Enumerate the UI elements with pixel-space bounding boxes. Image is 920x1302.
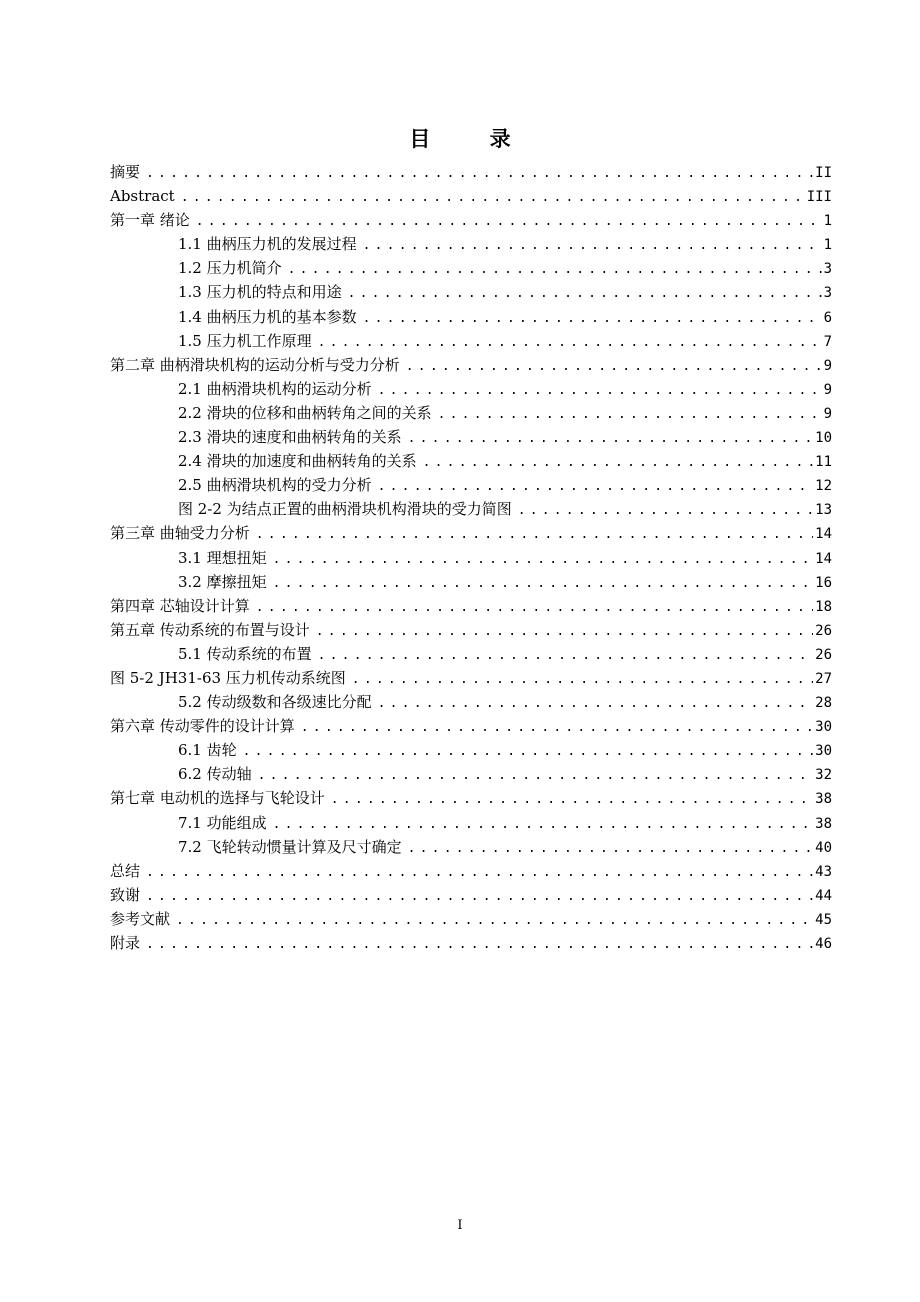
toc-entry[interactable] bbox=[110, 497, 832, 521]
toc-entry-page: 32 bbox=[815, 767, 832, 784]
toc-entry-page: 30 bbox=[815, 743, 832, 760]
toc-entry-label: 1.3 压力机的特点和用途 bbox=[178, 283, 342, 302]
toc-entry-label: 1.4 曲柄压力机的基本参数 bbox=[178, 307, 357, 326]
toc-entry-label: 1.1 曲柄压力机的发展过程 bbox=[178, 235, 357, 254]
dot-leader bbox=[258, 764, 814, 788]
toc-entry[interactable] bbox=[110, 377, 832, 401]
toc-entry-page: 44 bbox=[815, 887, 832, 904]
dot-leader bbox=[273, 813, 814, 837]
dot-leader bbox=[243, 740, 814, 764]
toc-entry[interactable] bbox=[110, 160, 832, 184]
dot-leader bbox=[146, 162, 813, 186]
toc-entry-label: 5.2 传动级数和各级速比分配 bbox=[178, 693, 372, 712]
toc-entry-page: 9 bbox=[823, 381, 832, 398]
toc-entry-label: 参考文献 bbox=[110, 909, 171, 928]
toc-entry[interactable] bbox=[110, 883, 832, 907]
dot-leader bbox=[318, 331, 822, 355]
toc-entry-page: 7 bbox=[823, 333, 832, 350]
toc-entry[interactable] bbox=[110, 811, 832, 835]
dot-leader bbox=[438, 403, 822, 427]
toc-entry-page: II bbox=[815, 165, 832, 181]
toc-entry-label: 总结 bbox=[110, 861, 141, 880]
dot-leader bbox=[146, 933, 813, 957]
toc-entry-label: 第四章 芯轴设计计算 bbox=[110, 596, 250, 615]
toc-entry-label: 附录 bbox=[110, 934, 141, 952]
dot-leader bbox=[331, 788, 813, 812]
dot-leader bbox=[176, 909, 813, 933]
toc-entry-page: 26 bbox=[815, 622, 832, 639]
dot-leader bbox=[378, 379, 822, 403]
dot-leader bbox=[146, 885, 813, 909]
page-number: I bbox=[457, 1218, 463, 1233]
toc-entry[interactable] bbox=[110, 280, 832, 304]
toc-entry-label: 1.5 压力机工作原理 bbox=[178, 331, 312, 350]
toc-entry[interactable] bbox=[110, 642, 832, 666]
toc-entry-label: 摘要 bbox=[110, 163, 141, 181]
dot-leader bbox=[318, 644, 814, 668]
toc-entry-label: 2.1 曲柄滑块机构的运动分析 bbox=[178, 379, 372, 398]
toc-entry[interactable] bbox=[110, 425, 832, 449]
toc-entry[interactable] bbox=[110, 931, 832, 955]
toc-entry[interactable] bbox=[110, 714, 832, 738]
toc-entry[interactable] bbox=[110, 305, 832, 329]
table-of-contents bbox=[110, 160, 832, 955]
toc-entry-label: 6.1 齿轮 bbox=[178, 741, 237, 760]
toc-entry-label: 2.3 滑块的速度和曲柄转角的关系 bbox=[178, 428, 402, 447]
toc-entry[interactable] bbox=[110, 232, 832, 256]
toc-entry-page: 46 bbox=[815, 936, 832, 952]
toc-entry-page: 1 bbox=[823, 237, 832, 254]
dot-leader bbox=[518, 499, 813, 523]
toc-entry-label: 第三章 曲轴受力分析 bbox=[110, 524, 250, 543]
toc-entry-page: III bbox=[806, 189, 832, 206]
dot-leader bbox=[146, 861, 813, 885]
dot-leader bbox=[352, 668, 813, 692]
dot-leader bbox=[363, 234, 822, 258]
toc-entry[interactable] bbox=[110, 184, 832, 208]
toc-entry-label: 2.5 曲柄滑块机构的受力分析 bbox=[178, 476, 372, 495]
toc-entry-label: 第七章 电动机的选择与飞轮设计 bbox=[110, 789, 325, 808]
toc-entry[interactable] bbox=[110, 859, 832, 883]
toc-entry-page: 30 bbox=[815, 719, 832, 736]
toc-entry-page: 1 bbox=[823, 213, 832, 230]
toc-entry-page: 10 bbox=[815, 430, 832, 447]
toc-entry[interactable] bbox=[110, 329, 832, 353]
toc-entry-label: 第二章 曲柄滑块机构的运动分析与受力分析 bbox=[110, 355, 400, 374]
toc-entry-label: 2.2 滑块的位移和曲柄转角之间的关系 bbox=[178, 403, 432, 422]
toc-entry-page: 45 bbox=[815, 911, 832, 928]
toc-entry[interactable] bbox=[110, 666, 832, 690]
toc-entry[interactable] bbox=[110, 256, 832, 280]
toc-entry-page: 38 bbox=[815, 791, 832, 808]
toc-entry[interactable] bbox=[110, 449, 832, 473]
toc-entry-page: 9 bbox=[823, 405, 832, 422]
toc-entry[interactable] bbox=[110, 521, 832, 545]
toc-entry[interactable] bbox=[110, 401, 832, 425]
toc-entry[interactable] bbox=[110, 618, 832, 642]
toc-entry-page: 14 bbox=[815, 550, 832, 567]
dot-leader bbox=[348, 282, 822, 306]
dot-leader bbox=[256, 523, 813, 547]
toc-entry-label: 图 5-2 JH31-63 压力机传动系统图 bbox=[110, 668, 346, 687]
toc-entry-page: 9 bbox=[823, 357, 832, 374]
dot-leader bbox=[378, 475, 814, 499]
toc-entry[interactable] bbox=[110, 690, 832, 714]
toc-entry-label: 3.1 理想扭矩 bbox=[178, 548, 267, 567]
toc-entry-label: 7.1 功能组成 bbox=[178, 813, 267, 832]
toc-entry-label: 6.2 传动轴 bbox=[178, 765, 252, 784]
toc-entry[interactable] bbox=[110, 473, 832, 497]
toc-entry[interactable] bbox=[110, 907, 832, 931]
toc-entry-page: 18 bbox=[815, 598, 832, 615]
toc-entry-page: 11 bbox=[815, 454, 832, 471]
dot-leader bbox=[378, 692, 814, 716]
toc-entry-page: 40 bbox=[815, 839, 832, 856]
toc-entry-page: 38 bbox=[815, 815, 832, 832]
toc-entry-page: 27 bbox=[815, 670, 832, 687]
toc-entry-label: 7.2 飞轮转动惯量计算及尺寸确定 bbox=[178, 837, 402, 856]
dot-leader bbox=[363, 307, 822, 331]
dot-leader bbox=[408, 427, 814, 451]
dot-leader bbox=[273, 548, 814, 572]
page-title: 目 录 bbox=[409, 126, 537, 151]
toc-entry-page: 12 bbox=[815, 478, 832, 495]
toc-entry-label: Abstract bbox=[110, 187, 175, 206]
toc-entry-page: 14 bbox=[815, 526, 832, 543]
toc-entry-label: 第五章 传动系统的布置与设计 bbox=[110, 620, 310, 639]
toc-entry-page: 3 bbox=[823, 261, 832, 278]
dot-leader bbox=[181, 186, 805, 210]
toc-entry-page: 16 bbox=[815, 574, 832, 591]
toc-entry-label: 5.1 传动系统的布置 bbox=[178, 644, 312, 663]
toc-entry-label: 第一章 绪论 bbox=[110, 211, 190, 230]
dot-leader bbox=[256, 596, 813, 620]
toc-entry[interactable] bbox=[110, 546, 832, 570]
dot-leader bbox=[408, 837, 814, 861]
toc-entry[interactable] bbox=[110, 353, 832, 377]
toc-entry-page: 6 bbox=[823, 309, 832, 326]
dot-leader bbox=[288, 258, 822, 282]
toc-entry-label: 2.4 滑块的加速度和曲柄转角的关系 bbox=[178, 452, 417, 471]
toc-entry[interactable] bbox=[110, 594, 832, 618]
dot-leader bbox=[423, 451, 814, 475]
dot-leader bbox=[406, 355, 822, 379]
toc-entry-label: 3.2 摩擦扭矩 bbox=[178, 572, 267, 591]
toc-entry-page: 43 bbox=[815, 863, 832, 880]
dot-leader bbox=[316, 620, 813, 644]
toc-entry[interactable] bbox=[110, 762, 832, 786]
toc-entry-page: 26 bbox=[815, 646, 832, 663]
toc-entry-page: 28 bbox=[815, 695, 832, 712]
toc-entry[interactable] bbox=[110, 835, 832, 859]
toc-entry-label: 1.2 压力机简介 bbox=[178, 259, 282, 278]
toc-entry-label: 第六章 传动零件的设计计算 bbox=[110, 717, 295, 736]
toc-entry[interactable] bbox=[110, 570, 832, 594]
toc-entry[interactable] bbox=[110, 738, 832, 762]
toc-entry[interactable] bbox=[110, 208, 832, 232]
toc-entry-label: 致谢 bbox=[110, 885, 141, 904]
dot-leader bbox=[196, 210, 822, 234]
toc-entry-label: 图 2-2 为结点正置的曲柄滑块机构滑块的受力简图 bbox=[178, 500, 512, 519]
toc-entry[interactable] bbox=[110, 786, 832, 810]
dot-leader bbox=[301, 716, 813, 740]
toc-entry-page: 3 bbox=[823, 285, 832, 302]
dot-leader bbox=[273, 572, 814, 596]
toc-entry-page: 13 bbox=[815, 502, 832, 519]
